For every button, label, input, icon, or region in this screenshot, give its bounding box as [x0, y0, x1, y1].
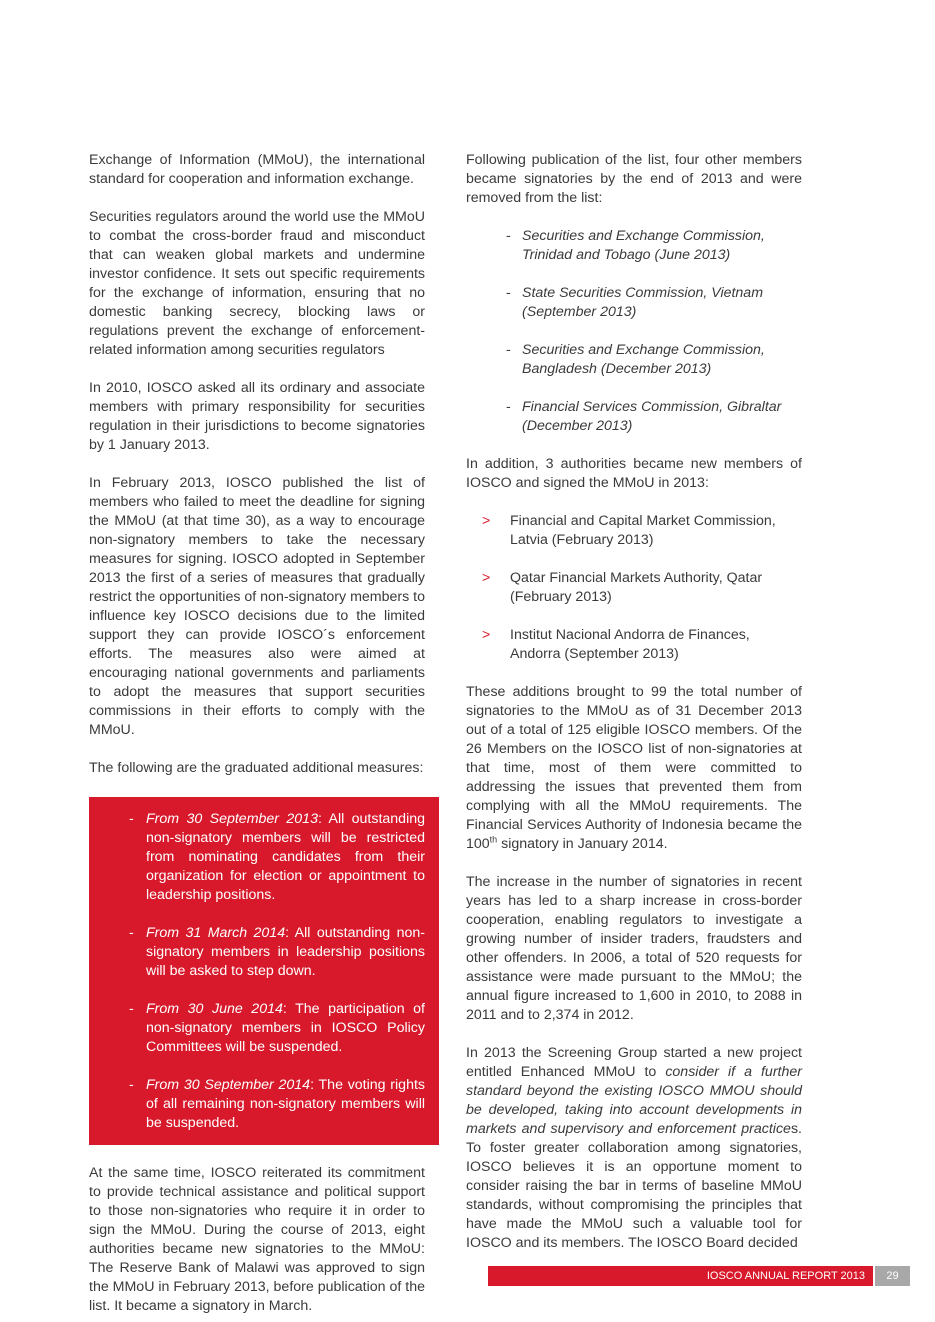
list-item-text: Securities and Exchange Commission, Trinidad and Tobago (June 2013)	[522, 228, 765, 263]
measure-item	[89, 1000, 425, 1057]
measure-text: : All outstanding non-signatory members in leadership positions will be asked to step down.	[146, 925, 426, 979]
dash-marker: -	[506, 342, 511, 358]
measure-text: : The voting rights of all remaining non-signatory members will be suspended.	[146, 1077, 425, 1131]
measure-text: : All outstanding non-signatory members will be restricted from nominating candidates from their organization for election or appointment to leadership positions.	[146, 811, 426, 903]
list-item	[466, 512, 802, 550]
list-item	[466, 284, 802, 322]
list-item-text: Securities and Exchange Commission, Bangladesh (December 2013)	[522, 342, 765, 377]
paragraph: Exchange of Information (MMoU), the international standard for cooperation and information exchange.	[89, 152, 425, 187]
dash-marker: -	[129, 925, 134, 941]
measure-date: From 31 March 2014	[146, 925, 286, 941]
dash-marker: -	[506, 285, 511, 301]
list-item-text: Qatar Financial Markets Authority, Qatar (February 2013)	[510, 570, 763, 605]
list-item-text: Financial and Capital Market Commission, Latvia (February 2013)	[510, 513, 776, 548]
paragraph: The following are the graduated additional measures:	[89, 760, 424, 776]
list-item	[466, 626, 802, 664]
paragraph: The increase in the number of signatories in recent years has led to a sharp increase in cross-border cooperation, enabling regulators to investigate a growing number of insider traders, fraudsters and other offenders. In 2006, a total of 520 requests for assistance were made pursuant to the MMoU; the annual figure increased to 1,600 in 2010, to 2088 in 2011 and to 2,374 in 2012.	[466, 874, 802, 1023]
measure-item	[89, 1076, 425, 1133]
list-item-text: Institut Nacional Andorra de Finances, Andorra (September 2013)	[510, 627, 750, 662]
list-item-text: Financial Services Commission, Gibraltar (December 2013)	[522, 399, 782, 434]
superscript: th	[489, 834, 498, 845]
arrow-marker: >	[482, 627, 491, 643]
text-run: These additions brought to 99 the total number of signatories to the MMoU as of 31 December 2013 out of a total of 125 eligible IOSCO members. Of the 26 Members on the IOSCO list of non-signatories at that time, most of them were committed to addressing the issues that prevented them from complying with all the MMoU requirements. The Financial Services Authority of Indonesia became the 100	[466, 684, 802, 852]
dash-marker: -	[129, 811, 134, 827]
list-item	[466, 341, 802, 379]
paragraph: In February 2013, IOSCO published the list of members who failed to meet the deadline for signing the MMoU (at that time 30), as a way to encourage non-signatory members to take the necessary measures for signing. IOSCO adopted in September 2013 the first of a series of measures that gradually restrict the opportunities of non-signatory members to influence key IOSCO decisions due to the limited support they can provide IOSCO´s enforcement efforts. The measures also were aimed at encouraging national governments and parliaments to adopt the measures that support securities commissions in their efforts to comply with the MMoU.	[89, 475, 425, 738]
measure-date: From 30 September 2014	[146, 1077, 311, 1093]
list-item	[466, 398, 802, 436]
paragraph: At the same time, IOSCO reiterated its commitment to provide technical assistance and political support to those non-signatories who require it in order to sign the MMoU. During the course of 2013, eight authorities became new signatories to the MMoU: The Reserve Bank of Malawi was approved to sign the MMoU in February 2013, before publication of the list. It became a signatory in March.	[89, 1165, 425, 1314]
paragraph: In addition, 3 authorities became new members of IOSCO and signed the MMoU in 2013:	[466, 456, 802, 491]
measures-list	[89, 810, 425, 1133]
dash-marker: -	[506, 228, 511, 244]
paragraph	[466, 683, 802, 854]
right-column	[466, 151, 802, 1253]
measure-item	[89, 924, 425, 981]
dash-marker: -	[129, 1001, 134, 1017]
arrow-marker: >	[482, 513, 491, 529]
text-run: In 2013 the Screening Group started a new project entitled Enhanced MMoU to	[466, 1045, 802, 1080]
list-item	[466, 569, 802, 607]
left-column	[89, 151, 425, 1316]
measure-item	[89, 810, 425, 905]
footer-label: IOSCO ANNUAL REPORT 2013	[706, 1270, 865, 1282]
dash-marker: -	[506, 399, 511, 415]
page-number: 29	[875, 1266, 910, 1286]
arrow-marker: >	[482, 570, 491, 586]
measure-text: : The participation of non-signatory members in IOSCO Policy Committees will be suspended.	[146, 1001, 425, 1055]
removed-signatories-list	[466, 227, 802, 436]
paragraph: Following publication of the list, four other members became signatories by the end of 2013 and were removed from the list:	[466, 152, 802, 206]
list-item	[466, 227, 802, 265]
paragraph: In 2010, IOSCO asked all its ordinary and associate members with primary responsibility for securities regulation in their jurisdictions to become signatories by 1 January 2013.	[89, 380, 425, 453]
measures-box	[89, 797, 439, 1145]
emphasis-text: consider if a further standard beyond the existing IOSCO MMOU should be developed, taking into account developments in markets and supervisory and enforcement practice	[466, 1064, 802, 1137]
new-members-list	[466, 512, 802, 664]
text-run: signatory in January 2014.	[497, 836, 668, 852]
list-item-text: State Securities Commission, Vietnam (September 2013)	[522, 285, 764, 320]
measure-date: From 30 September 2013	[146, 811, 318, 827]
text-run: s. To foster greater collaboration among signatories, IOSCO believes it is an opportune moment to consider raising the bar in terms of baseline MMoU standards, without compromising the principles that have made the MMoU such a valuable tool for IOSCO and its members. The IOSCO Board decided	[466, 1121, 802, 1251]
paragraph	[466, 1044, 802, 1253]
dash-marker: -	[129, 1077, 134, 1093]
paragraph: Securities regulators around the world use the MMoU to combat the cross-border fraud and misconduct that can weaken global markets and undermine investor confidence. It sets out specific requirements for the exchange of information, ensuring that no domestic banking secrecy, blocking laws or regulations prevent the exchange of enforcement-related information among securities regulators	[89, 209, 425, 358]
footer-bar	[488, 1266, 873, 1286]
measure-date: From 30 June 2014	[146, 1001, 283, 1017]
